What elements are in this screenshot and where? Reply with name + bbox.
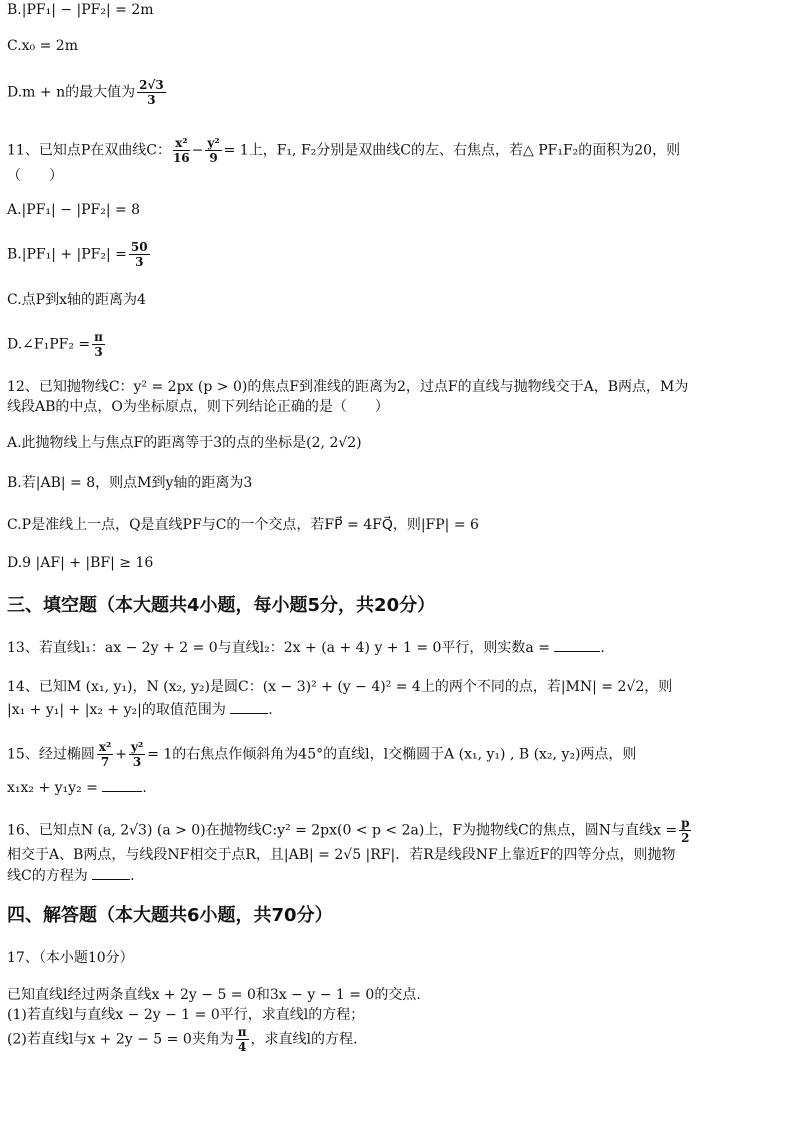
option-text: B.|PF₁| − |PF₂| = 2m <box>7 2 154 18</box>
question-16-cont2 <box>7 866 135 886</box>
fraction-numerator: π <box>94 330 103 344</box>
fraction <box>679 816 691 845</box>
fraction <box>129 240 150 269</box>
fraction-numerator: x² <box>173 136 190 151</box>
answer-blank <box>230 701 268 714</box>
q12-option-b <box>7 473 252 493</box>
fraction <box>205 136 221 165</box>
q12-option-d <box>7 553 153 573</box>
fraction-denominator: 3 <box>147 93 156 107</box>
option-text: B.若|AB| = 8，则点M到y轴的距离为3 <box>7 475 253 491</box>
stem-text: 12、已知抛物线C：y² = 2px (p > 0)的焦点F到准线的距离为2，过点F的直线与抛物线交于A，B两点，M为 <box>7 379 689 395</box>
period: . <box>268 702 273 718</box>
period: . <box>130 868 135 884</box>
option-text: D.∠F₁PF₂ = <box>7 336 91 353</box>
fraction-denominator: 16 <box>172 151 190 165</box>
option-text: A.|PF₁| − |PF₂| = 8 <box>7 202 141 218</box>
fraction <box>137 78 166 107</box>
paren-text: （ ） <box>7 168 63 184</box>
fraction-numerator: x² <box>98 740 112 754</box>
fraction-denominator: 2 <box>681 831 690 845</box>
question-13 <box>7 638 605 658</box>
stem-text: 14、已知M (x₁, y₁)，N (x₂, y₂)是圆C：(x − 3)² + (y − 4)² = 4上的两个不同的点，若|MN| = 2√2，则 <box>7 679 673 695</box>
option-c-line <box>7 36 78 56</box>
fraction-numerator: y² <box>207 136 220 150</box>
fraction-numerator: p <box>681 816 690 830</box>
stem-text: 线段AB的中点，O为坐标原点，则下列结论正确的是（ ） <box>7 399 389 415</box>
option-text: B.|PF₁| + |PF₂| = <box>7 246 127 263</box>
fraction <box>97 740 113 769</box>
period: . <box>600 640 605 656</box>
answer-paren <box>7 166 63 186</box>
option-text: C.x₀ = 2m <box>7 38 78 54</box>
option-text: C.点P到x轴的距离为4 <box>7 292 146 308</box>
question-17-part-2 <box>7 1025 357 1054</box>
question-17-part-1 <box>7 1005 364 1025</box>
period: . <box>142 780 147 796</box>
fraction-numerator: 2√3 <box>139 78 164 92</box>
option-text: A.此抛物线上与焦点F的距离等于3的点的坐标是(2, 2√2) <box>7 435 362 451</box>
question-15-cont <box>7 778 147 798</box>
question-11-stem <box>7 136 680 165</box>
fraction <box>173 136 190 165</box>
q11-option-b <box>7 240 152 269</box>
q11-option-a <box>7 200 140 220</box>
fraction <box>129 740 145 769</box>
question-17-head <box>7 948 134 968</box>
question-14 <box>7 677 672 697</box>
answer-blank <box>92 867 130 880</box>
stem-text: 线C的方程为 <box>7 868 88 884</box>
option-d-line <box>7 78 168 107</box>
fraction-numerator: 50 <box>130 240 148 254</box>
stem-text: (1)若直线l与直线x − 2y − 1 = 0平行，求直线l的方程； <box>7 1007 365 1023</box>
operator: + <box>115 746 127 763</box>
fraction-denominator: 7 <box>100 755 110 769</box>
stem-text: 15、经过椭圆 <box>7 746 95 763</box>
question-14-cont <box>7 700 273 720</box>
stem-text: 16、已知点N (a, 2√3) (a > 0)在抛物线C:y² = 2px(0 < p < 2a)上，F为抛物线C的焦点，圆N与直线x = <box>7 822 678 839</box>
stem-text: = 1的右焦点作倾斜角为45°的直线l，l交椭圆于A (x₁, y₁) , B (x₂, y₂)两点，则 <box>147 746 637 763</box>
stem-text: 相交于A、B两点，与线段NF相交于点R，且|AB| = 2√5 |RF|．若R是线段NF上靠近F的四等分点，则抛物 <box>7 847 676 863</box>
fraction-denominator: 3 <box>132 755 142 769</box>
question-17-stem <box>7 985 421 1005</box>
question-12-stem <box>7 377 688 397</box>
fraction-numerator: y² <box>130 740 144 754</box>
stem-text: ，求直线l的方程. <box>250 1031 358 1048</box>
option-text: D.9 |AF| + |BF| ≥ 16 <box>7 555 154 571</box>
stem-text: x₁x₂ + y₁y₂ = <box>7 780 98 796</box>
question-16-cont <box>7 845 675 865</box>
section-heading-fill-in: 三、填空题（本大题共4小题，每小题5分，共20分） <box>7 595 436 616</box>
option-text: C.P是准线上一点，Q是直线PF与C的一个交点，若FP⃗ = 4FQ⃗，则|FP| = 6 <box>7 517 479 533</box>
q11-option-d <box>7 330 107 359</box>
stem-text: 17、（本小题10分） <box>7 950 134 966</box>
stem-text: |x₁ + y₁| + |x₂ + y₂|的取值范围为 <box>7 702 226 718</box>
question-16 <box>7 816 693 845</box>
question-12-stem-cont <box>7 397 389 417</box>
option-text: D.m + n的最大值为 <box>7 84 136 101</box>
fraction <box>92 330 105 359</box>
stem-text: (2)若直线l与x + 2y − 5 = 0夹角为 <box>7 1031 234 1048</box>
answer-blank <box>102 779 142 792</box>
stem-text: 13、若直线l₁：ax − 2y + 2 = 0与直线l₂：2x + (a + 4) y + 1 = 0平行，则实数a = <box>7 640 550 656</box>
fraction-denominator: 3 <box>135 255 144 269</box>
answer-blank <box>554 639 600 652</box>
question-15 <box>7 740 636 769</box>
stem-text: = 1上，F₁, F₂分别是双曲线C的左、右焦点，若△ PF₁F₂的面积为20，则 <box>223 142 681 159</box>
fraction-denominator: 3 <box>94 345 103 359</box>
fraction-denominator: 4 <box>237 1040 247 1054</box>
stem-text: 已知直线l经过两条直线x + 2y − 5 = 0和3x − y − 1 = 0的交点. <box>7 987 421 1003</box>
q12-option-c <box>7 515 479 535</box>
section-heading-solutions: 四、解答题（本大题共6小题，共70分） <box>7 905 333 926</box>
option-b-line <box>7 0 154 20</box>
q11-option-c <box>7 290 146 310</box>
fraction-denominator: 9 <box>209 151 218 165</box>
operator: − <box>191 142 204 159</box>
fraction <box>236 1025 249 1054</box>
q12-option-a <box>7 433 362 453</box>
stem-text: 11、已知点P在双曲线C： <box>7 142 171 159</box>
fraction-numerator: π <box>237 1025 247 1039</box>
